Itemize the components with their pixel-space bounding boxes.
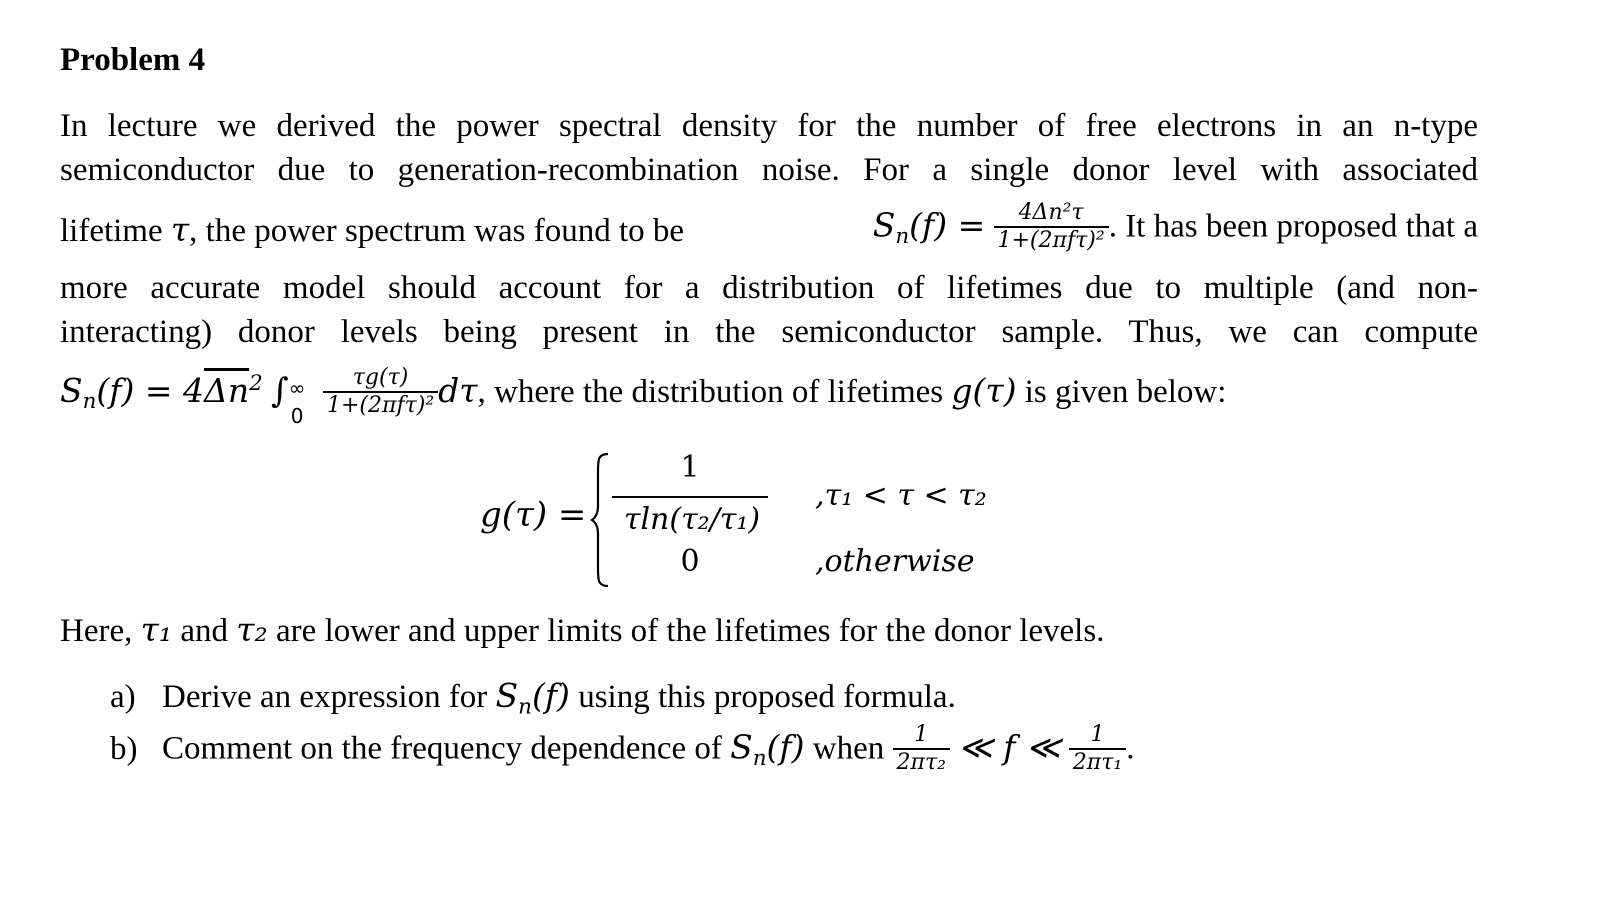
integral-sign: ∫ <box>271 370 289 411</box>
case2-value: 0 <box>680 544 700 579</box>
paragraph-line-6: $S_n(f) = 4\overline{\Delta n}^2$ ∫ ∞ 0 $\frac{\tau g(\tau)}{\text{1+(2πfτ)²}}$ dτ, where the distribution of lifetimes g(τ) is given below: <box>60 365 1227 429</box>
case1-denominator: τln(τ₂/τ₁) <box>623 502 761 537</box>
upper-bound-fraction: $\frac{1}{\text{2πτ₁}}$ <box>1069 722 1126 776</box>
piecewise-equation <box>480 450 1040 590</box>
integrand-fraction: $\frac{\tau g(\tau)}{\text{1+(2πfτ)²}}$ <box>323 365 438 419</box>
line3-formula: $S_n(f)$ = $\frac{\text{4Δn²τ}}{\text{1+(2πfτ)²}}$ . It has been proposed that a <box>872 200 1478 253</box>
left-brace-icon <box>590 450 612 590</box>
paragraph-line-2: semiconductor due to generation-recombination noise. For a single donor level with associated <box>60 152 1478 188</box>
question-a: a) Derive an expression for $S_n(f)$ using this proposed formula. <box>110 676 956 720</box>
integral-limits: ∞ 0 <box>288 376 306 429</box>
paragraph-line-3 <box>60 202 1478 259</box>
equation-lhs: g(τ) = <box>480 495 587 535</box>
case2-condition: ,otherwise <box>815 544 975 579</box>
question-b: b) Comment on the frequency dependence of $S_n(f)$ when $\frac{1}{\text{2πτ₂}}$ ≪ f ≪ $\frac{1}{\text{2πτ₁}}$ . <box>110 722 1135 775</box>
spectrum-fraction: $\frac{\text{4Δn²τ}}{\text{1+(2πfτ)²}}$ <box>994 200 1109 254</box>
limits-sentence: Here, τ₁ and τ₂ are lower and upper limits of the lifetimes for the donor levels. <box>60 610 1105 649</box>
paragraph-line-4: more accurate model should account for a distribution of lifetimes due to multiple (and non- <box>60 270 1478 306</box>
paragraph-line-5: interacting) donor levels being present in the semiconductor sample. Thus, we can compute <box>60 314 1478 350</box>
case1-fraction-bar <box>612 496 768 498</box>
case1-condition: ,τ₁ < τ < τ₂ <box>815 478 987 513</box>
lower-bound-fraction: $\frac{1}{\text{2πτ₂}}$ <box>893 722 950 776</box>
problem-title: Problem 4 <box>60 42 206 78</box>
line3-text-a: lifetime τ, the power spectrum was found to be <box>60 210 685 249</box>
paragraph-line-1: In lecture we derived the power spectral density for the number of free electrons in an n-type <box>60 108 1478 144</box>
case1-numerator: 1 <box>680 450 700 485</box>
